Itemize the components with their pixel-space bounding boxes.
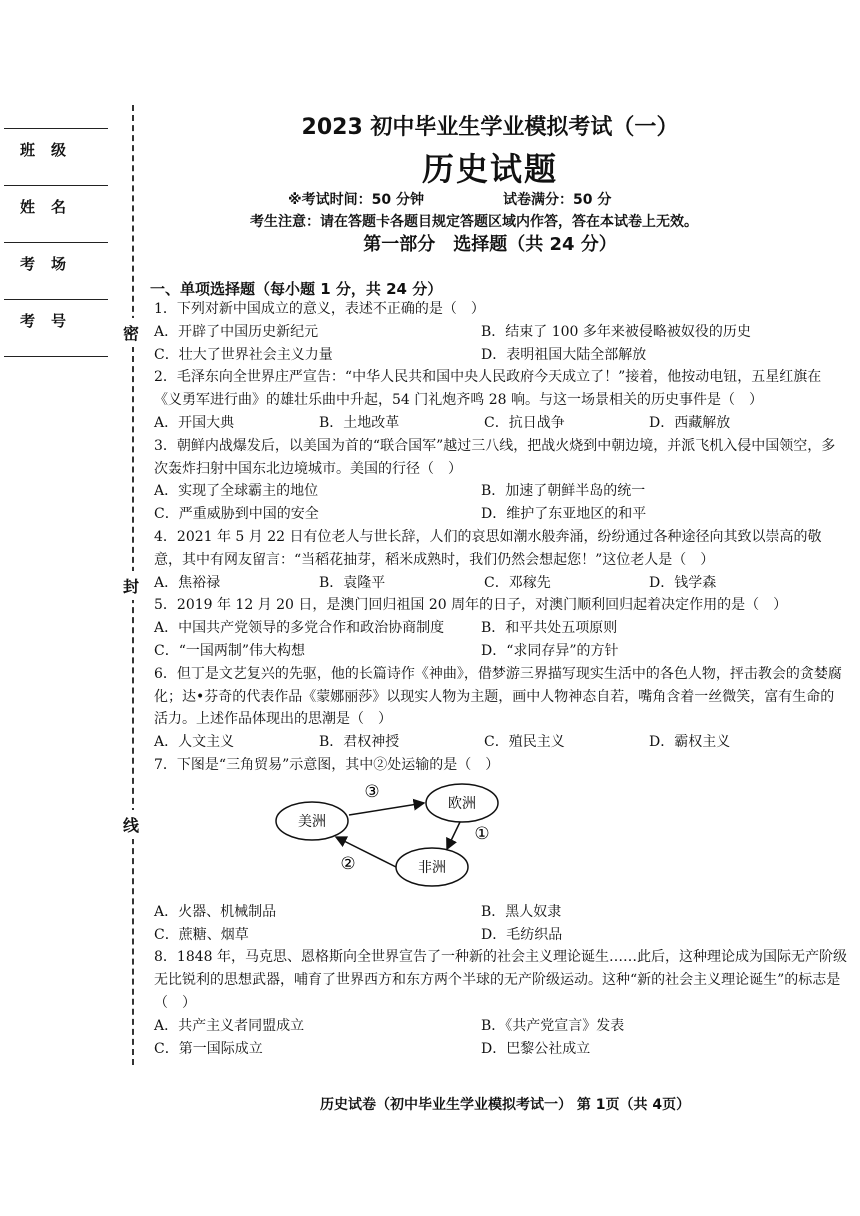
option-d: D．西藏解放	[649, 414, 731, 431]
option-b: B．君权神授	[319, 734, 400, 751]
options-7a	[154, 901, 848, 924]
option-c: C．蔗糖、烟草	[154, 926, 249, 943]
option-b: B．和平共处五项原则	[481, 620, 618, 637]
options-8a	[154, 1015, 848, 1038]
seal-char-xian: 线	[123, 810, 139, 839]
question-8: 8．1848 年，马克思、恩格斯向全世界宣告了一种新的社会主义理论诞生……此后，这种理论成为国际无产阶级无比锐利的思想武器，哺育了世界西方和东方两个半球的无产阶级运动。这种“新的社会主义理论诞生”的标志是（ ）	[154, 949, 847, 1011]
arrow-america-europe	[349, 803, 424, 815]
option-c: C．殖民主义	[484, 734, 565, 751]
options-1b	[154, 344, 848, 367]
option-b: B．结束了 100 多年来被侵略被奴役的历史	[481, 323, 751, 340]
name-label: 姓名	[20, 198, 83, 216]
option-d: D．维护了东亚地区的和平	[481, 506, 647, 523]
question-1: 1．下列对新中国成立的意义，表述不正确的是（ ）	[154, 301, 485, 317]
option-d: D．霸权主义	[649, 734, 731, 751]
option-c: C．严重威胁到中国的安全	[154, 506, 319, 523]
exam-title: 2023 初中毕业生学业模拟考试（一）	[301, 115, 679, 140]
option-a: A．共产主义者同盟成立	[154, 1017, 305, 1034]
option-a: A．中国共产党领导的多党合作和政治协商制度	[154, 620, 445, 637]
triangle-trade-svg	[264, 777, 624, 901]
options-3a	[154, 480, 848, 503]
question-5: 5．2019 年 12 月 20 日，是澳门回归祖国 20 周年的日子，对澳门顺利回归起着决定作用的是（ ）	[154, 597, 788, 614]
question-3: 3．朝鲜内战爆发后，以美国为首的“联合国军”越过三八线，把战火烧到中朝边境，并派飞机入侵中国领空，多次轰炸扫射中国东北边境城市。美国的行径（ ）	[154, 437, 836, 477]
number-label: 考号	[20, 312, 83, 330]
options-3b	[154, 503, 848, 526]
marker-3: ③	[364, 781, 380, 802]
questions	[154, 298, 848, 1060]
options-4	[154, 572, 848, 595]
options-2	[154, 412, 848, 435]
option-a: A．人文主义	[154, 734, 235, 751]
section-title: 一、单项选择题（每小题 1 分，共 24 分）	[150, 280, 443, 298]
question-2: 2．毛泽东向全世界庄严宣告：“中华人民共和国中央人民政府今天成立了！”接着，他按动电钮，五星红旗在《义勇军进行曲》的雄壮乐曲中升起，54 门礼炮齐鸣 28 响。与这一场景相关的历史事件是（ ）	[154, 369, 822, 409]
label-america: 美洲	[298, 813, 326, 830]
options-7b	[154, 924, 848, 947]
marker-2: ②	[340, 853, 356, 874]
exam-score: 试卷满分：50 分	[503, 192, 612, 208]
option-b: B．土地改革	[319, 414, 400, 431]
option-a: A．焦裕禄	[154, 574, 221, 591]
options-5a	[154, 617, 848, 640]
option-d: D．钱学森	[649, 574, 717, 591]
question-7: 7．下图是“三角贸易”示意图，其中②处运输的是（ ）	[154, 756, 500, 773]
number-field	[4, 299, 108, 357]
option-d: D．毛纺织品	[481, 926, 563, 943]
option-b: B．袁隆平	[319, 574, 386, 591]
room-label: 考场	[20, 255, 83, 273]
exam-notice: 考生注意：请在答题卡各题目规定答题区域内作答，答在本试卷上无效。	[250, 214, 698, 230]
seal-char-mi: 密	[123, 318, 139, 347]
question-6: 6．但丁是文艺复兴的先驱，他的长篇诗作《神曲》，借梦游三界描写现实生活中的各色人物，抨击教会的贪婪腐化；达•芬奇的代表作品《蒙娜丽莎》以现实人物为主题，画中人物神态自若，嘴角含着一丝微笑，富有生命的活力。上述作品体现出的思潮是（ ）	[154, 665, 842, 728]
option-c: C．壮大了世界社会主义力量	[154, 346, 333, 363]
exam-time: ※考试时间：50 分钟	[288, 192, 424, 208]
option-c: C．邓稼先	[484, 574, 551, 591]
marker-1: ①	[474, 823, 490, 844]
question-4: 4．2021 年 5 月 22 日有位老人与世长辞，人们的哀思如潮水般奔涌，纷纷通过各种途径向其致以崇高的敬意，其中有网友留言：“当稻花抽芽，稻米成熟时，我们仍然会想起您！”这位老人是（ ）	[154, 528, 822, 568]
option-a: A．火器、机械制品	[154, 903, 277, 920]
page-footer: 历史试卷（初中毕业生学业模拟考试一） 第 1页（共 4页）	[320, 1097, 691, 1113]
class-field	[4, 128, 108, 185]
arrow-europe-africa	[447, 822, 460, 849]
name-field	[4, 185, 108, 242]
option-d: D．巴黎公社成立	[481, 1040, 591, 1057]
class-label: 班级	[20, 141, 83, 159]
options-8b	[154, 1038, 848, 1061]
option-d: D．“求同存异”的方针	[481, 642, 619, 659]
option-c: C．“一国两制”伟大构想	[154, 642, 306, 659]
label-africa: 非洲	[418, 859, 446, 876]
triangle-trade-diagram	[154, 777, 848, 901]
option-c: C．抗日战争	[484, 414, 565, 431]
option-a: A．开国大典	[154, 414, 235, 431]
option-a: A．开辟了中国历史新纪元	[154, 323, 319, 340]
seal-char-feng: 封	[123, 571, 139, 600]
option-b: B．黑人奴隶	[481, 903, 562, 920]
option-b: B．《共产党宣言》发表	[481, 1017, 625, 1034]
options-1a	[154, 321, 848, 344]
label-europe: 欧洲	[448, 795, 476, 812]
student-info-box	[4, 128, 108, 357]
option-c: C．第一国际成立	[154, 1040, 263, 1057]
option-d: D．表明祖国大陆全部解放	[481, 346, 647, 363]
options-5b	[154, 640, 848, 663]
option-b: B．加速了朝鲜半岛的统一	[481, 483, 646, 500]
room-field	[4, 242, 108, 299]
options-6	[154, 731, 848, 754]
part-title: 第一部分 选择题（共 24 分）	[363, 234, 617, 255]
option-a: A．实现了全球霸主的地位	[154, 483, 319, 500]
subject-title: 历史试题	[421, 150, 558, 188]
